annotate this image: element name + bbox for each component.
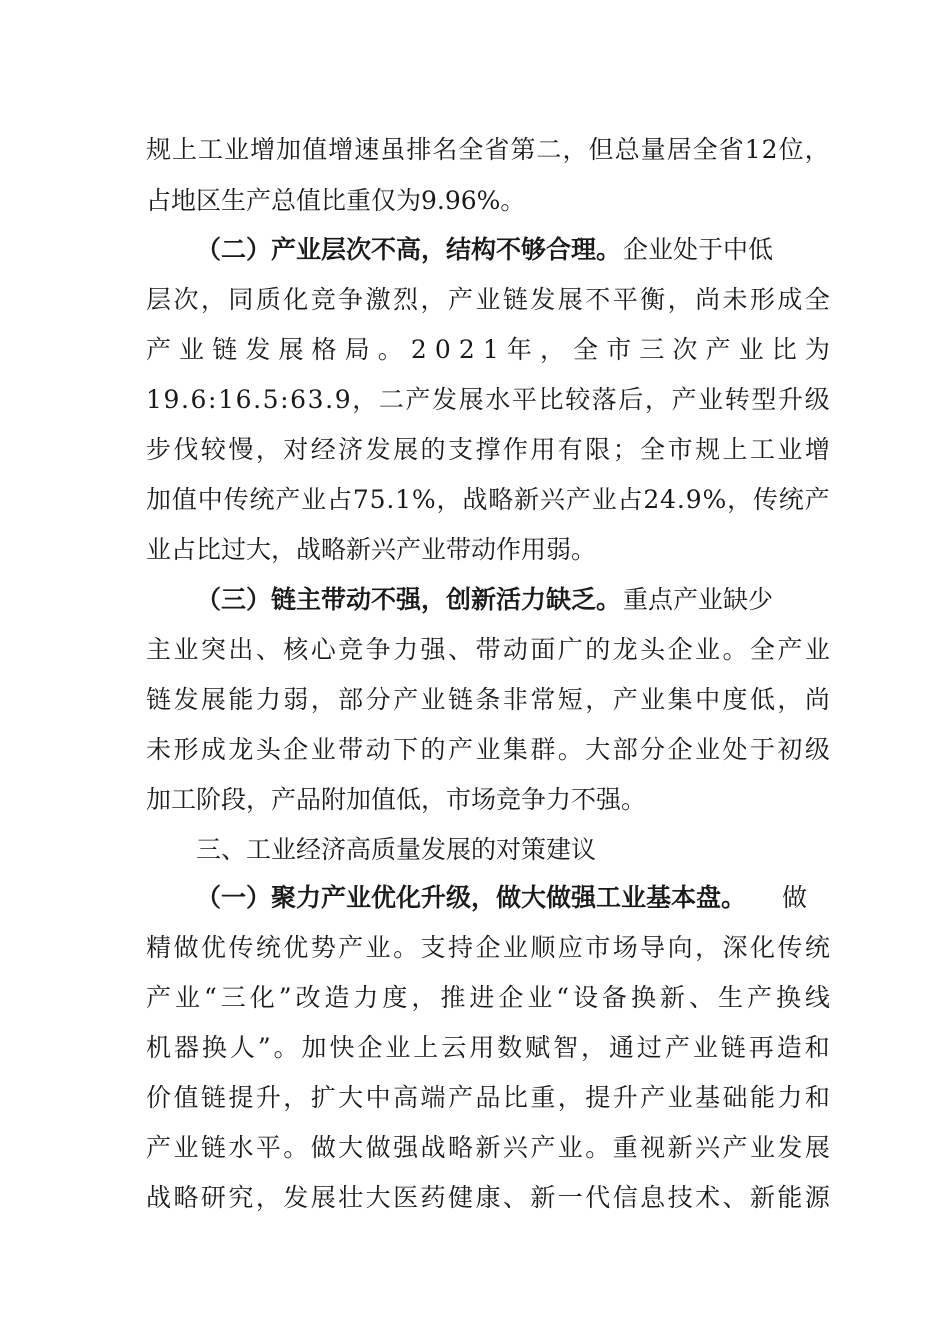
- line-text: 层 次 ， 同 质 化 竞 争 激 烈 ， 产 业 链 发 展 不 平 衡 ， 尚 未 形 成 全: [146, 285, 830, 314]
- paragraph-line: [0, 280, 950, 320]
- line-text: 步 伐 较 慢 ， 对 经 济 发 展 的 支 撑 作 用 有 限 ； 全 市 规 上 工 业 增: [146, 435, 830, 464]
- section-heading-line: [0, 830, 950, 870]
- line-text: 产 业 链 水 平 。 做 大 做 强 战 略 新 兴 产 业 。 重 视 新 兴 产 业 发 展: [146, 1133, 830, 1162]
- line-text: 未 形 成 龙 头 企 业 带 动 下 的 产 业 集 群 。 大 部 分 企 业 处 于 初 级: [146, 735, 830, 764]
- line-text: 链 发 展 能 力 弱 ， 部 分 产 业 链 条 非 常 短 ， 产 业 集 中 度 低 ， 尚: [146, 685, 830, 714]
- line-text: 重点产业缺少: [623, 585, 774, 614]
- line-text: 企业处于中低: [623, 235, 774, 264]
- paragraph-line: [0, 380, 950, 420]
- line-text: 1 9 . 6 : 1 6 . 5 : 6 3 . 9 ， 二 产 发 展 水 平 比 较 落 后 ， 产 业 转 型 升 级: [146, 385, 830, 414]
- paragraph-line: [0, 680, 950, 720]
- line-text: 机 器 换 人 ” 。 加 快 企 业 上 云 用 数 赋 智 ， 通 过 产 业 链 再 造 和: [146, 1033, 830, 1062]
- line-text: 业占比过大，战略新兴产业带动作用弱。: [146, 535, 597, 564]
- subsection-heading-2: （二）产业层次不高，结构不够合理。: [196, 235, 622, 264]
- line-text: 产 业 “ 三 化 ” 改 造 力 度 ， 推 进 企 业 “ 设 备 换 新 、 生 产 换 线: [146, 983, 830, 1012]
- paragraph-line: [0, 1078, 950, 1118]
- line-text: 精 做 优 传 统 优 势 产 业 。 支 持 企 业 顺 应 市 场 导 向 ， 深 化 传 统: [146, 933, 830, 962]
- paragraph-line: [0, 130, 950, 170]
- subsection-heading-1: （一）聚力产业优化升级，做大做强工业基本盘。: [196, 883, 747, 912]
- line-text: 规 上 工 业 增 加 值 增 速 虽 排 名 全 省 第 二 ， 但 总 量 居 全 省 1 2 位 ，: [146, 135, 830, 164]
- paragraph-line: [0, 430, 950, 470]
- line-text: 主 业 突 出 、 核 心 竞 争 力 强 、 带 动 面 广 的 龙 头 企 业 。 全 产 业: [146, 635, 830, 664]
- line-text: 做: [782, 883, 808, 912]
- paragraph-line: [0, 928, 950, 968]
- line-text: 加 值 中 传 统 产 业 占 7 5 . 1 % ， 战 略 新 兴 产 业 占 2 4 . 9 % ， 传 统 产: [146, 485, 830, 514]
- paragraph-line: [0, 978, 950, 1018]
- paragraph-line: [0, 330, 950, 370]
- paragraph-line: [0, 780, 950, 820]
- subsection-heading-3: （三）链主带动不强，创新活力缺乏。: [196, 585, 622, 614]
- line-text: 占地区生产总值比重仅为9.96%。: [146, 186, 526, 215]
- line-text: 价 值 链 提 升 ， 扩 大 中 高 端 产 品 比 重 ， 提 升 产 业 基 础 能 力 和: [146, 1083, 830, 1112]
- paragraph-line: [0, 1128, 950, 1168]
- line-text: 产 业 链 发 展 格 局 。 2 0 2 1 年 ， 全 市 三 次 产 业 比 为: [146, 335, 830, 364]
- subsection-line: [0, 580, 950, 620]
- paragraph-line: [0, 1178, 950, 1218]
- paragraph-line: [0, 730, 950, 770]
- paragraph-line: [0, 530, 950, 570]
- paragraph-line: [0, 1028, 950, 1068]
- subsection-line: [0, 878, 950, 918]
- paragraph-line: [0, 181, 950, 221]
- paragraph-line: [0, 630, 950, 670]
- section-heading: 三、工业经济高质量发展的对策建议: [196, 835, 597, 864]
- line-text: 加工阶段，产品附加值低，市场竞争力不强。: [146, 785, 647, 814]
- subsection-line: [0, 230, 950, 270]
- paragraph-line: [0, 480, 950, 520]
- line-text: 战 略 研 究 ， 发 展 壮 大 医 药 健 康 、 新 一 代 信 息 技 术 、 新 能 源: [146, 1183, 830, 1212]
